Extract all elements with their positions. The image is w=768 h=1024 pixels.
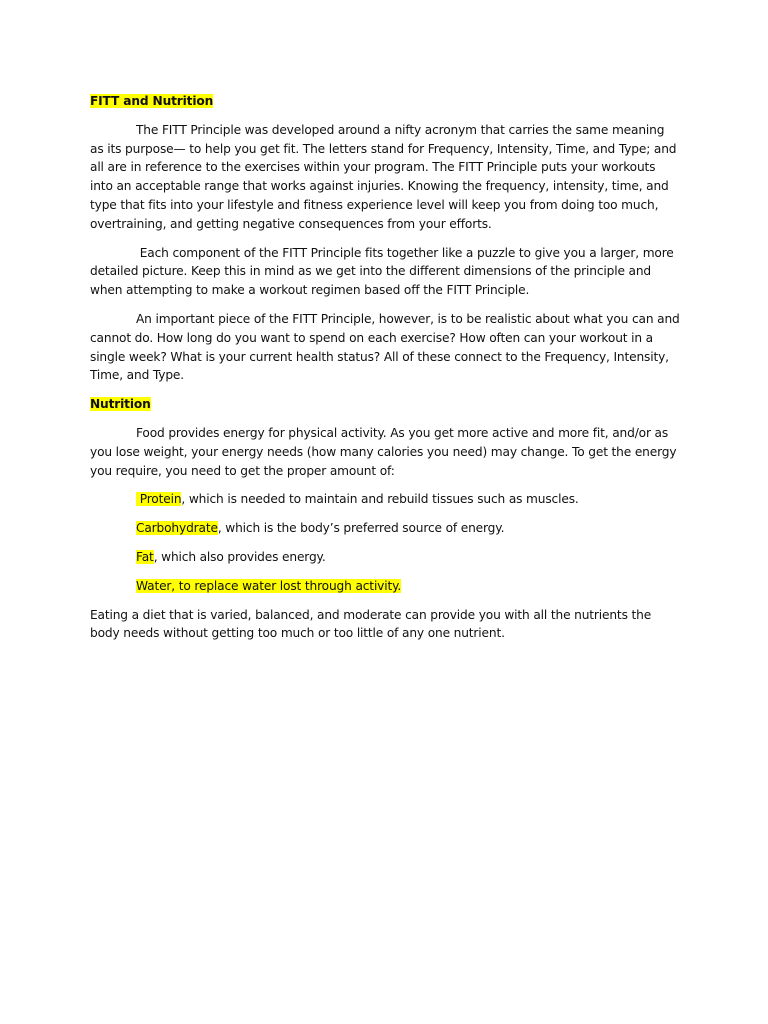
heading-fitt-highlight: FITT and Nutrition bbox=[90, 94, 214, 108]
term-water: Water, to replace water lost through activity. bbox=[136, 578, 402, 593]
list-item-fat bbox=[136, 548, 680, 567]
paragraph-fitt-intro: The FITT Principle was developed around a nifty acronym that carries the same meaning as its purpose— to help you get fit. The letters stand for Frequency, Intensity, Time, and Type; and all are in reference to the exercises within your program. The FITT Principle puts your workouts into an acceptable range that works against injuries. Knowing the frequency, intensity, time, and type that fits into your lifestyle and fitness experience level will keep you from doing too much, overtraining, and getting negative consequences from your efforts. bbox=[90, 122, 677, 231]
paragraph-fitt-realistic: An important piece of the FITT Principle, however, is to be realistic about what you can and cannot do. How long do you want to spend on each exercise? How often can your workout in a single week? What is your current health status? All of these connect to the Frequency, Intensity, Time, and Type. bbox=[90, 311, 680, 383]
list-item-protein bbox=[136, 490, 680, 509]
term-protein: Protein bbox=[136, 492, 182, 507]
document-page bbox=[90, 92, 680, 653]
description-protein: , which is needed to maintain and rebuild tissues such as muscles. bbox=[181, 492, 579, 507]
list-item-water bbox=[136, 577, 680, 596]
list-item-carbohydrate bbox=[136, 519, 680, 538]
term-carbohydrate: Carbohydrate bbox=[136, 521, 218, 536]
paragraph-diet-summary: Eating a diet that is varied, balanced, and moderate can provide you with all the nutrients the body needs without getting too much or too little of any one nutrient. bbox=[90, 607, 652, 641]
description-carbohydrate: , which is the body’s preferred source of energy. bbox=[217, 521, 505, 536]
paragraph-nutrition-intro: Food provides energy for physical activity. As you get more active and more fit, and/or as you lose weight, your energy needs (how many calories you need) may change. To get the energy you require, you need to get the proper amount of: bbox=[90, 425, 677, 478]
heading-nutrition bbox=[90, 395, 680, 414]
paragraph-fitt-components: Each component of the FITT Principle fits together like a puzzle to give you a larger, more detailed picture. Keep this in mind as we get into the different dimensions of the principle and when attempting to make a workout regimen based off the FITT Principle. bbox=[90, 245, 678, 298]
heading-fitt-and-nutrition bbox=[90, 92, 680, 111]
heading-nutrition-highlight: Nutrition bbox=[90, 397, 151, 412]
description-fat: , which also provides energy. bbox=[153, 549, 326, 564]
term-fat: Fat bbox=[136, 549, 154, 564]
